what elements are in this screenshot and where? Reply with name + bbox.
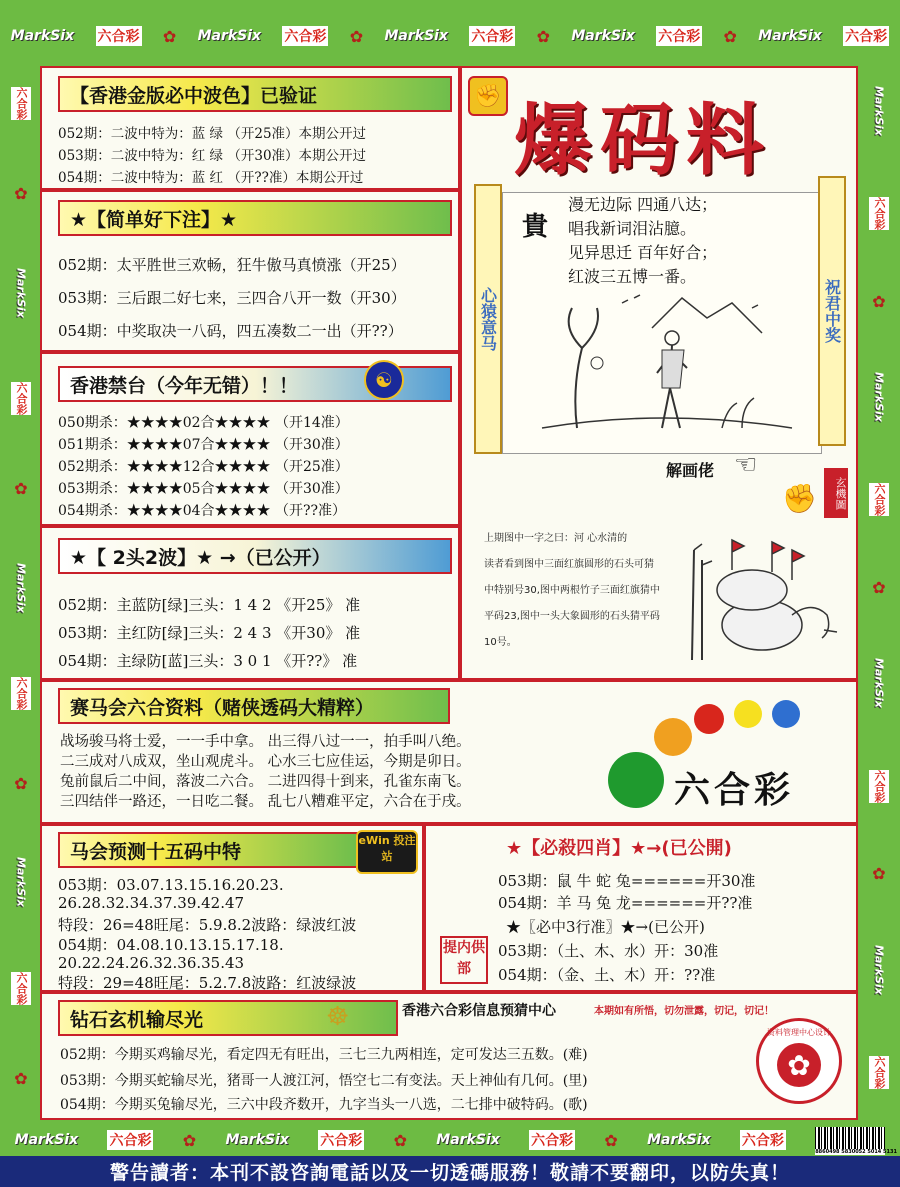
scroll-right: 祝君中奖: [818, 176, 846, 446]
list-item: 053期：鼠 牛 蛇 兔======开30准: [498, 872, 756, 890]
panel-horse-club: [40, 680, 858, 824]
liuhecai-logo: 六合彩: [869, 1056, 889, 1089]
flower-icon: ✿: [536, 26, 551, 46]
marksix-logo: MarkSix: [436, 1132, 500, 1148]
xuanji-badge: 玄機圖: [824, 468, 848, 518]
list-item: 特段：29=48旺尾：5.2.7.8波路：红波绿波: [58, 974, 357, 992]
marksix-logo: MarkSix: [14, 857, 28, 908]
marksix-logo: MarkSix: [14, 562, 28, 613]
list-item: 054期：中奖取决一八码，四五凑数二一出（开??）: [58, 322, 403, 340]
section-subtitle: ★〖必中3行准〗★→(已公开): [506, 918, 705, 936]
flower-icon: ✿: [162, 26, 177, 46]
liuhecai-logo: 六合彩: [656, 26, 702, 46]
liuhecai-logo: 六合彩: [11, 382, 31, 415]
compass-icon: ☸: [326, 1002, 350, 1032]
flower-icon: ✿: [14, 1068, 28, 1088]
poem-line: 见异思迁 百年好合；: [568, 243, 718, 262]
panel-title: 马会预测十五码中特: [58, 832, 358, 868]
frame-right: [864, 55, 894, 1120]
marksix-logo: MarkSix: [872, 85, 886, 136]
yellow-ball: [734, 700, 762, 728]
list-item: 054期：二波中特为：蓝 红 （开??准）本期公开过: [58, 170, 364, 186]
liuhecai-logo: 六合彩: [282, 26, 328, 46]
list-item: 050期杀：★★★★02合★★★★ （开14准）: [58, 415, 349, 431]
bauhinia-icon: ✿: [777, 1043, 821, 1087]
list-item: 兔前鼠后二中间，落波二六合。 二进四得十到来，孔雀东南飞。: [60, 774, 471, 790]
internal-stamp: 提内供部: [440, 936, 488, 984]
blue-ball: [772, 700, 800, 728]
marksix-logo: MarkSix: [10, 28, 75, 44]
marksix-logo: MarkSix: [384, 28, 448, 44]
list-item: 053期：三后跟二好七来，三四合八开一数（开30）: [58, 289, 406, 307]
frame-top: [0, 18, 900, 54]
panel-title: ★【 2头2波】★ →（已公开）: [58, 538, 452, 574]
poem-line: 唱我新词泪沾臆。: [568, 219, 697, 238]
liuhecai-logo: 六合彩: [869, 770, 889, 803]
list-item: 051期杀：★★★★07合★★★★ （开30准）: [58, 437, 349, 453]
liuhecai-logo: 六合彩: [107, 1130, 153, 1150]
barcode: [815, 1127, 897, 1155]
panel-title: ★【简单好下注】★: [58, 200, 452, 236]
frame-left: [6, 55, 36, 1120]
liuhecai-logo: 六合彩: [318, 1130, 364, 1150]
flower-icon: ✿: [182, 1130, 197, 1150]
yin-yang-icon: ☯: [364, 360, 404, 400]
list-item: 054期：今期买兔输尽光，三六中段齐数开，九字当头一八选，二七排中破特码。(歌): [60, 1097, 588, 1113]
panel-kill-four: [424, 824, 858, 992]
panel-simple-bet: [40, 190, 460, 352]
barcode-text: 8860498 5830052 5014 5131: [815, 1149, 897, 1155]
list-item: 战场骏马将士爱，一一手中拿。 出三得八过一一，拍手叫八绝。: [60, 734, 471, 750]
panel-title: 钻石玄机输尽光: [58, 1000, 398, 1036]
panel-main-picture: [460, 66, 858, 680]
list-item: 053期：（土、木、水）开：30准: [498, 942, 719, 960]
description-line: 上期图中一字之曰：河 心水清的: [484, 533, 628, 544]
flower-icon: ✿: [14, 184, 28, 204]
green-ball: [608, 752, 664, 808]
flower-icon: ✿: [604, 1130, 618, 1150]
description-line: 10号。: [484, 637, 517, 648]
flower-icon: ✿: [723, 26, 737, 46]
list-item: 052期：主蓝防[绿]三头：1 4 2 《开25》 准: [58, 596, 361, 614]
orange-ball: [654, 718, 692, 756]
panel-fifteen-codes: [40, 824, 424, 992]
description-line: 平码23,图中一头大象圆形的石头猜平码: [484, 611, 660, 622]
liuhecai-logo-text: 六合彩: [674, 769, 795, 811]
scroll-left: 心猿意马: [474, 184, 502, 454]
illustration-sketch: [522, 288, 802, 438]
panel-gold-wave: [40, 66, 460, 190]
liuhecai-logo: 六合彩: [869, 197, 889, 230]
list-item: 054期：羊 马 兔 龙======开??准: [498, 894, 753, 912]
panel-title: 赛马会六合资料（赌侠透码大精粹）: [58, 688, 450, 724]
liuhecai-logo: 六合彩: [11, 87, 31, 120]
list-item: 三四结伴一路还，一日吃二餐。 乱七八糟难平定，六合在于戌。: [60, 794, 471, 810]
liuhecai-logo: 六合彩: [11, 677, 31, 710]
list-item: 054期：主绿防[蓝]三头：3 0 1 《开??》 准: [58, 652, 358, 670]
marksix-logo: MarkSix: [14, 267, 28, 318]
pointing-hand-icon: ☜: [734, 450, 758, 480]
poem-line: 漫无边际 四通八达；: [568, 195, 718, 214]
flower-icon: ✿: [872, 864, 886, 884]
description-line: 读者看到图中三面红旗圆形的石头可猜: [484, 559, 654, 570]
list-item: 20.22.24.26.32.36.35.43: [58, 954, 245, 972]
ewin-badge: eWin 投注站: [356, 830, 418, 874]
marksix-logo: MarkSix: [571, 28, 635, 44]
panel-forbidden: [40, 352, 460, 526]
hk-emblem: [756, 1018, 842, 1104]
list-item: 053期：今期买蛇输尽光，猪哥一人渡江河，悟空七二有变法。天上神仙有几何。(里): [60, 1073, 588, 1089]
flower-icon: ✿: [14, 774, 28, 794]
liuhecai-logo: 六合彩: [869, 483, 889, 516]
list-item: 052期：今期买鸡输尽光，看定四无有旺出，三七三九两相连，定可发达三五数。(难): [60, 1047, 588, 1063]
flower-icon: ✿: [872, 577, 886, 597]
panel-title: 香港禁台（今年无错）！！: [58, 366, 452, 402]
marksix-logo: MarkSix: [647, 1132, 711, 1148]
description-line: 中特别号30,图中两根竹子三面红旗猜中: [484, 585, 660, 596]
list-item: 二三成对八成双，坐山观虎斗。 心水三七应佳运，今期是卯日。: [60, 754, 471, 770]
list-item: 052期：太平胜世三欢畅，狂牛傲马真愤涨（开25）: [58, 256, 406, 274]
panel-title: 【香港金版必中波色】已验证: [58, 76, 452, 112]
gui-character: 貴: [522, 212, 549, 242]
liuhecai-logo: 六合彩: [11, 972, 31, 1005]
list-item: 26.28.32.34.37.39.42.47: [58, 894, 245, 912]
marksix-logo: MarkSix: [872, 658, 886, 709]
liuhecai-logo: 六合彩: [469, 26, 515, 46]
emblem-text: 资料管理中心设计: [767, 1028, 831, 1037]
marksix-logo: MarkSix: [872, 944, 886, 995]
marksix-logo: MarkSix: [197, 28, 262, 44]
list-item: 054期：（金、土、木）开：??准: [498, 966, 716, 984]
flower-icon: ✿: [349, 26, 364, 46]
list-item: 052期：二波中特为：蓝 绿 （开25准）本期公开过: [58, 126, 367, 142]
marksix-logo: MarkSix: [872, 372, 886, 422]
list-item: 053期：03.07.13.15.16.20.23.: [58, 876, 284, 894]
jiehua-label: 解画佬: [666, 461, 715, 480]
flower-icon: ✿: [872, 291, 886, 311]
page-title: 爆码料: [514, 95, 773, 186]
liuhecai-logo: 六合彩: [529, 1130, 575, 1150]
list-item: 特段：26=48旺尾：5.9.8.2波路：绿波红波: [58, 916, 357, 934]
panel-two-heads: [40, 526, 460, 680]
fist-icon: ✊: [468, 76, 508, 116]
center-title: 香港六合彩信息预猜中心: [402, 1003, 556, 1019]
elephant-sketch: [672, 520, 852, 670]
liuhecai-logo: 六合彩: [96, 26, 142, 46]
flower-icon: ✿: [393, 1130, 407, 1150]
list-item: 054期杀：★★★★04合★★★★ （开??准）: [58, 503, 346, 519]
panel-diamond: [40, 992, 858, 1120]
marksix-logo: MarkSix: [758, 28, 822, 44]
warning-banner: 警告讀者：本刊不設咨詢電話以及一切透碼服務！敬請不要翻印，以防失真！: [0, 1156, 900, 1187]
list-item: 053期杀：★★★★05合★★★★ （开30准）: [58, 481, 349, 497]
marksix-logo: MarkSix: [14, 1132, 79, 1148]
list-item: 052期杀：★★★★12合★★★★ （开25准）: [58, 459, 349, 475]
liuhecai-logo: 六合彩: [740, 1130, 786, 1150]
fist-icon: ✊: [782, 482, 817, 515]
list-item: 054期：04.08.10.13.15.17.18.: [58, 936, 284, 954]
marksix-logo: MarkSix: [225, 1132, 289, 1148]
frame-bottom: [0, 1122, 900, 1158]
red-ball: [694, 704, 724, 734]
flower-icon: ✿: [14, 479, 28, 499]
poem-line: 红波三五博一番。: [568, 267, 697, 286]
notice-text: 本期如有所悟，切勿泄露，切记，切记！: [594, 1006, 774, 1017]
panel-title: ★【必殺四肖】★→(已公開): [506, 838, 732, 859]
list-item: 053期：主红防[绿]三头：2 4 3 《开30》 准: [58, 624, 361, 642]
liuhecai-logo: 六合彩: [843, 26, 889, 46]
list-item: 053期：二波中特为：红 绿 （开30准）本期公开过: [58, 148, 367, 164]
